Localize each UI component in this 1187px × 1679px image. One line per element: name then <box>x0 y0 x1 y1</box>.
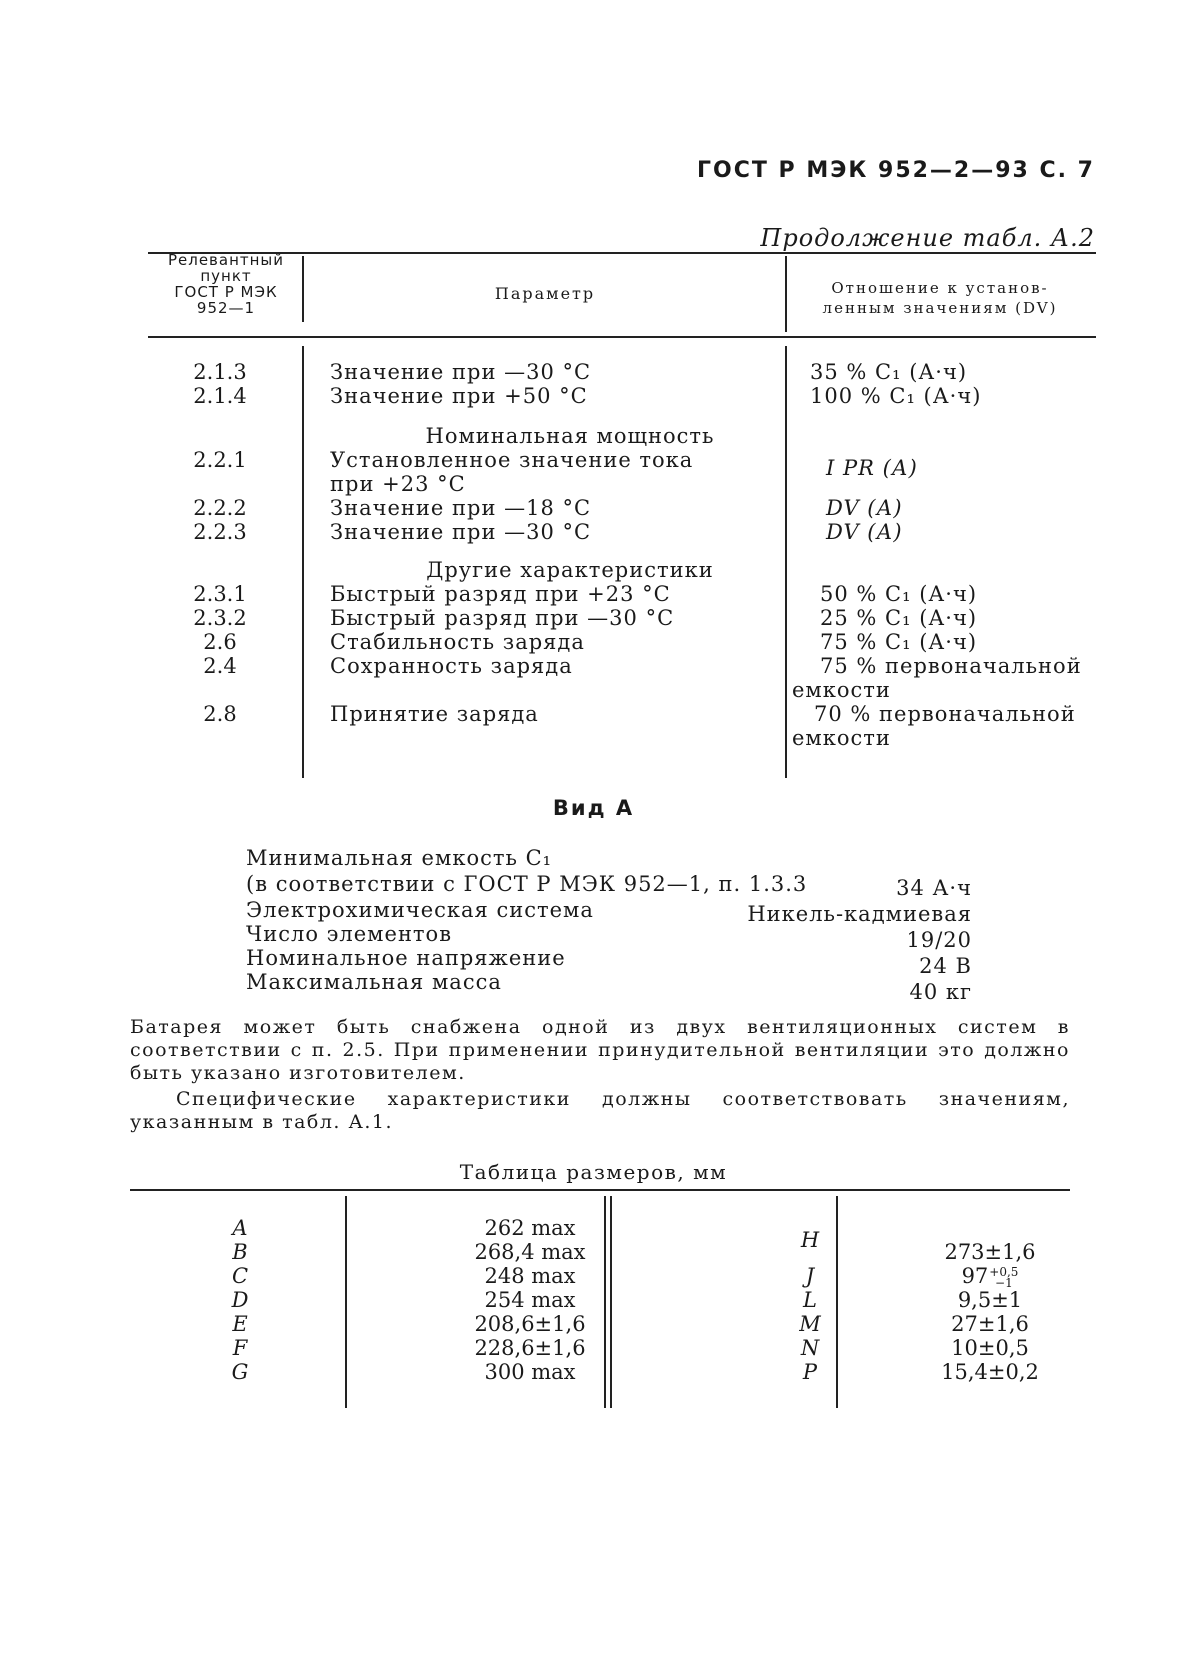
tolerance-value: 97 +0,5 −1 <box>961 1264 1019 1290</box>
paragraph-ventilation: Батарея может быть снабжена одной из двух вентиляционных систем в соответствии с п. 2.5. При применении принудительной вентиляции это должно быть указано изготовителем. <box>130 1016 1070 1084</box>
table-row-continuation: емкости <box>792 678 891 702</box>
table-row: 2.6 Стабильность заряда 75 % C₁ (А·ч) <box>203 630 978 654</box>
table-rule-header <box>148 336 1096 338</box>
spec-row: Максимальная масса 40 кг <box>246 970 972 1004</box>
table-continuation-label: Продолжение табл. А.2 <box>760 224 1095 252</box>
table-row: A 262 max <box>232 1216 576 1240</box>
table-row: B 268,4 max H 273±1,6 <box>232 1228 1036 1264</box>
dimensions-table-rule <box>130 1189 1070 1191</box>
table-row: E 208,6±1,6 M 27±1,6 <box>232 1312 1029 1336</box>
header-parameter: Параметр <box>494 284 596 303</box>
page-header-standard: ГОСТ Р МЭК 952—2—93 С. 7 <box>697 158 1095 183</box>
section-heading: Другие характеристики <box>426 558 714 582</box>
table-row: 2.8 Принятие заряда 70 % первоначальной <box>203 702 1076 726</box>
table-row: 2.2.1 Установленное значение тока I PR (А) <box>193 448 918 480</box>
paragraph-characteristics: Специфические характеристики должны соответствовать значениям, указанным в табл. А.1. <box>130 1088 1070 1133</box>
table-row: 2.2.3 Значение при —30 °C DV (А) <box>193 520 903 544</box>
table-row-continuation: емкости <box>792 726 891 750</box>
table-row: 2.2.2 Значение при —18 °C DV (А) <box>193 496 903 520</box>
table-row: 2.3.1 Быстрый разряд при +23 °C 50 % C₁ (А·ч) <box>193 582 978 606</box>
table-row: 2.1.3 Значение при —30 °C 35 % C₁ (А·ч) <box>193 360 968 384</box>
table-row: 2.4 Сохранность заряда 75 % первоначальной <box>203 654 1082 678</box>
table-row-continuation: при +23 °C <box>330 472 466 496</box>
dimensions-table-title: Таблица размеров, мм <box>459 1160 728 1184</box>
table-row: G 300 max P 15,4±0,2 <box>231 1360 1039 1384</box>
table-row: F 228,6±1,6 N 10±0,5 <box>232 1336 1029 1360</box>
header-clause: Релевантный пункт ГОСТ Р МЭК 952—1 <box>167 251 285 317</box>
table-row: D 254 max L 9,5±1 <box>231 1288 1023 1312</box>
header-ratio: Отношение к установ- ленным значениям (DV) <box>822 279 1058 317</box>
table-row: 2.3.2 Быстрый разряд при —30 °C 25 % C₁ (А·ч) <box>193 606 978 630</box>
table-row: 2.1.4 Значение при +50 °C 100 % C₁ (А·ч) <box>193 384 982 408</box>
section-heading: Номинальная мощность <box>425 424 715 448</box>
spec-row: Электрохимическая система Никель-кадмиевая <box>246 898 972 926</box>
spec-row: Минимальная емкость C₁ <box>246 846 553 870</box>
spec-row: Число элементов 19/20 <box>246 922 972 952</box>
view-a-title: Вид А <box>552 796 635 820</box>
spec-row: Номинальное напряжение 24 В <box>246 946 972 978</box>
spec-row: (в соответствии с ГОСТ Р МЭК 952—1, п. 1.3.3 34 А·ч <box>246 872 972 900</box>
table-row: C 248 max J 97 +0,5 −1 <box>130 1264 1070 1288</box>
